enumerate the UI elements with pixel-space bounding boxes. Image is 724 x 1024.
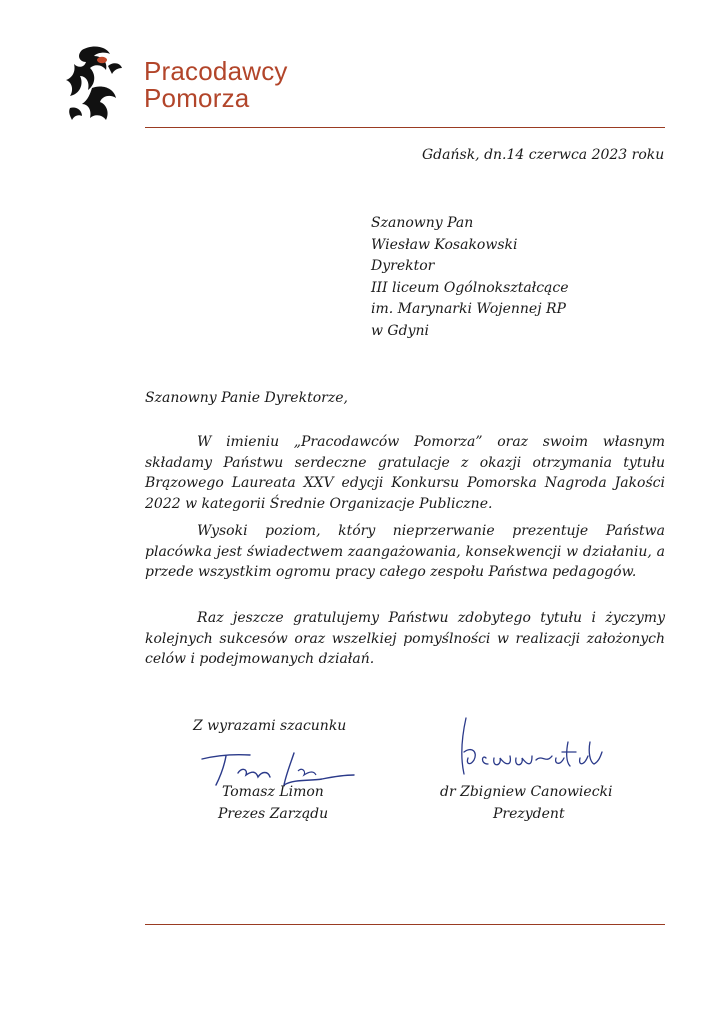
company-logo xyxy=(62,44,322,134)
recipient-line: w Gdyni xyxy=(371,322,429,339)
recipient-line: im. Marynarki Wojennej RP xyxy=(371,301,566,318)
salutation: Szanowny Panie Dyrektorze, xyxy=(145,390,348,406)
recipient-line: III liceum Ogólnokształcące xyxy=(371,279,569,296)
body-paragraph-2: Wysoki poziom, który nieprzerwanie prezentuje Państwa placówka jest świadectwem zaangażowania, konsekwencji w działaniu, a przede wszystkim ogromu pracy całego zespołu Państwa pedagogów. xyxy=(145,523,665,580)
recipient-line: Dyrektor xyxy=(371,258,435,275)
signatory-left-title: Prezes Zarządu xyxy=(218,806,329,822)
recipient-address xyxy=(371,213,569,343)
signatory-right-name: dr Zbigniew Canowiecki xyxy=(440,784,613,800)
closing-phrase: Z wyrazami szacunku xyxy=(193,718,347,734)
body-paragraph-3: Raz jeszcze gratulujemy Państwu zdobytego tytułu i życzymy kolejnych sukcesów oraz wszelkiej pomyślności w realizacji założonych celów i podejmowanych działań. xyxy=(145,610,665,667)
recipient-line: Wiesław Kosakowski xyxy=(371,236,518,253)
signatory-left-name: Tomasz Limon xyxy=(222,784,324,800)
handwritten-signature-right xyxy=(452,712,612,780)
header-divider xyxy=(145,127,665,128)
letter-date: Gdańsk, dn.14 czerwca 2023 roku xyxy=(422,147,665,163)
recipient-line: Szanowny Pan xyxy=(371,215,474,231)
signatory-right-title: Prezydent xyxy=(493,806,565,822)
footer-divider xyxy=(145,924,665,925)
brand-name xyxy=(144,58,288,112)
stylized-dragon-icon xyxy=(62,44,142,132)
body-paragraph-1: W imieniu „Pracodawców Pomorza” oraz swoim własnym składamy Państwu serdeczne gratulacje z okazji otrzymania tytułu Brązowego Laureata XXV edycji Konkursu Pomorska Nagroda Jakości 2022 w kategorii Średnie Organizacje Publiczne. xyxy=(145,434,665,512)
brand-line-1: Pracodawcy xyxy=(144,56,288,86)
brand-line-2: Pomorza xyxy=(144,83,250,113)
